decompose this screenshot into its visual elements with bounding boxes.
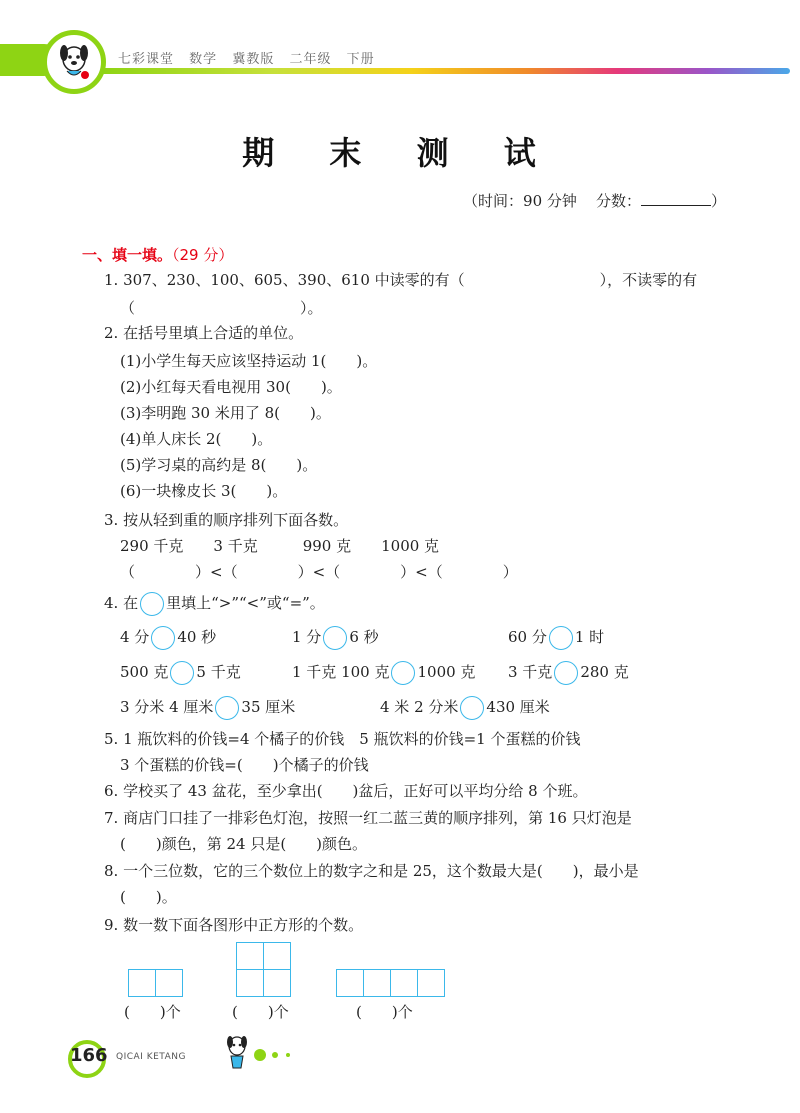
header-rainbow-line (100, 68, 790, 74)
q4-compare-2-2 (292, 659, 475, 685)
square-shape (336, 969, 364, 997)
header-subject: 数学 (189, 52, 218, 67)
q7-line2: ( )颜色，第 24 只是( )颜色。 (120, 835, 368, 853)
q4-right: 1000 克 (417, 663, 476, 681)
q2-item-6: (6)一块橡皮长 3( )。 (120, 482, 288, 500)
q4-compare-1-2 (292, 624, 379, 650)
q1-line1: 1. 307、230、100、605、390、610 中读零的有（ ），不读零的有 (104, 271, 698, 289)
footer-dot-small (286, 1053, 290, 1057)
q4-left: 500 克 (120, 663, 169, 681)
header-grade: 二年级 (289, 52, 332, 67)
square-shape (128, 969, 156, 997)
square-shape (363, 969, 391, 997)
q2-stem: 2. 在括号里填上合适的单位。 (104, 324, 304, 342)
page-number: 166 (70, 1045, 108, 1066)
q4-right: 35 厘米 (241, 698, 296, 716)
q4-right: 5 千克 (196, 663, 241, 681)
q7-line1: 7. 商店门口挂了一排彩色灯泡，按照一红二蓝三黄的顺序排列，第 16 只灯泡是 (104, 809, 632, 827)
compare-circle[interactable] (554, 661, 578, 685)
q2-item-1: (1)小学生每天应该坚持运动 1( )。 (120, 352, 378, 370)
q4-right: 1 时 (574, 628, 605, 646)
q8-line1: 8. 一个三位数，它的三个数位上的数字之和是 25，这个数最大是( )，最小是 (104, 862, 639, 880)
q9-answer-1: ( )个 (124, 1003, 181, 1021)
q4-left: 3 千克 (508, 663, 553, 681)
q4-left: 60 分 (508, 628, 547, 646)
q4-compare-2-3 (508, 659, 629, 685)
square-shape (417, 969, 445, 997)
q2-item-3: (3)李明跑 30 米用了 8( )。 (120, 404, 331, 422)
square-shape (263, 969, 291, 997)
q4-right: 40 秒 (177, 628, 217, 646)
q4-compare-1-1 (120, 624, 216, 650)
q9-stem: 9. 数一数下面各图形中正方形的个数。 (104, 916, 364, 934)
q4-left: 4 米 2 分米 (380, 698, 459, 716)
q4-stem-a: 4. 在 (104, 594, 139, 612)
q3-values: 290 千克 3 千克 990 克 1000 克 (120, 537, 440, 555)
q4-right: 430 厘米 (486, 698, 550, 716)
footer-brand: QICAI KETANG (116, 1052, 186, 1062)
q4-compare-3-2 (380, 694, 550, 720)
header-edition: 冀教版 (232, 52, 275, 67)
header-series: 七彩课堂 (118, 52, 175, 67)
q2-item-2: (2)小红每天看电视用 30( )。 (120, 378, 342, 396)
q1-line2: （ ）。 (120, 299, 323, 317)
q4-stem-b: 里填上“>”“<”或“=”。 (166, 594, 325, 612)
compare-circle[interactable] (151, 626, 175, 650)
score-blank[interactable] (641, 191, 711, 206)
q3-stem: 3. 按从轻到重的顺序排列下面各数。 (104, 511, 349, 529)
square-shape (236, 969, 264, 997)
compare-circle[interactable] (460, 696, 484, 720)
score-label: 分数： (595, 192, 641, 210)
q4-left: 1 千克 100 克 (292, 663, 390, 681)
q9-answer-2: ( )个 (232, 1003, 289, 1021)
time-text: （时间：90 分钟 (463, 192, 577, 210)
square-shape (263, 942, 291, 970)
q5-line2: 3 个蛋糕的价钱=( )个橘子的价钱 (120, 756, 369, 774)
compare-circle[interactable] (323, 626, 347, 650)
q4-compare-2-1 (120, 659, 241, 685)
square-shape (155, 969, 183, 997)
q9-answer-3: ( )个 (356, 1003, 413, 1021)
header-text (118, 48, 385, 67)
q4-right: 6 秒 (349, 628, 379, 646)
compare-circle[interactable] (549, 626, 573, 650)
time-score-info (463, 190, 726, 211)
section-heading (82, 244, 233, 265)
q4-circle-example (140, 592, 164, 616)
q3-blanks: （ ）<（ ）<（ ）<（ ） (120, 563, 518, 581)
q2-item-4: (4)单人床长 2( )。 (120, 430, 273, 448)
q4-left: 1 分 (292, 628, 322, 646)
time-close: ） (710, 192, 726, 210)
square-shape (236, 942, 264, 970)
q5-line1: 5. 1 瓶饮料的价钱=4 个橘子的价钱 5 瓶饮料的价钱=1 个蛋糕的价钱 (104, 730, 581, 748)
q4-stem (104, 590, 325, 616)
q4-left: 4 分 (120, 628, 150, 646)
q8-line2: ( )。 (120, 888, 177, 906)
footer-dot-medium (272, 1052, 278, 1058)
q4-right: 280 克 (580, 663, 629, 681)
section-title: 一、填一填。 (82, 246, 173, 264)
q4-left: 3 分米 4 厘米 (120, 698, 214, 716)
footer-dot-large (254, 1049, 266, 1061)
q6-line: 6. 学校买了 43 盆花，至少拿出( )盆后，正好可以平均分给 8 个班。 (104, 782, 588, 800)
compare-circle[interactable] (215, 696, 239, 720)
section-score: （29 分） (172, 246, 234, 264)
mascot-small-icon (222, 1034, 252, 1070)
q4-compare-1-3 (508, 624, 604, 650)
mascot-icon (47, 35, 101, 89)
page-title: 期 末 测 试 (242, 134, 558, 172)
q4-compare-3-1 (120, 694, 295, 720)
q2-item-5: (5)学习桌的高约是 8( )。 (120, 456, 318, 474)
compare-circle[interactable] (391, 661, 415, 685)
mascot-logo (42, 30, 106, 94)
square-shape (390, 969, 418, 997)
header-volume: 下册 (346, 52, 375, 67)
compare-circle[interactable] (170, 661, 194, 685)
